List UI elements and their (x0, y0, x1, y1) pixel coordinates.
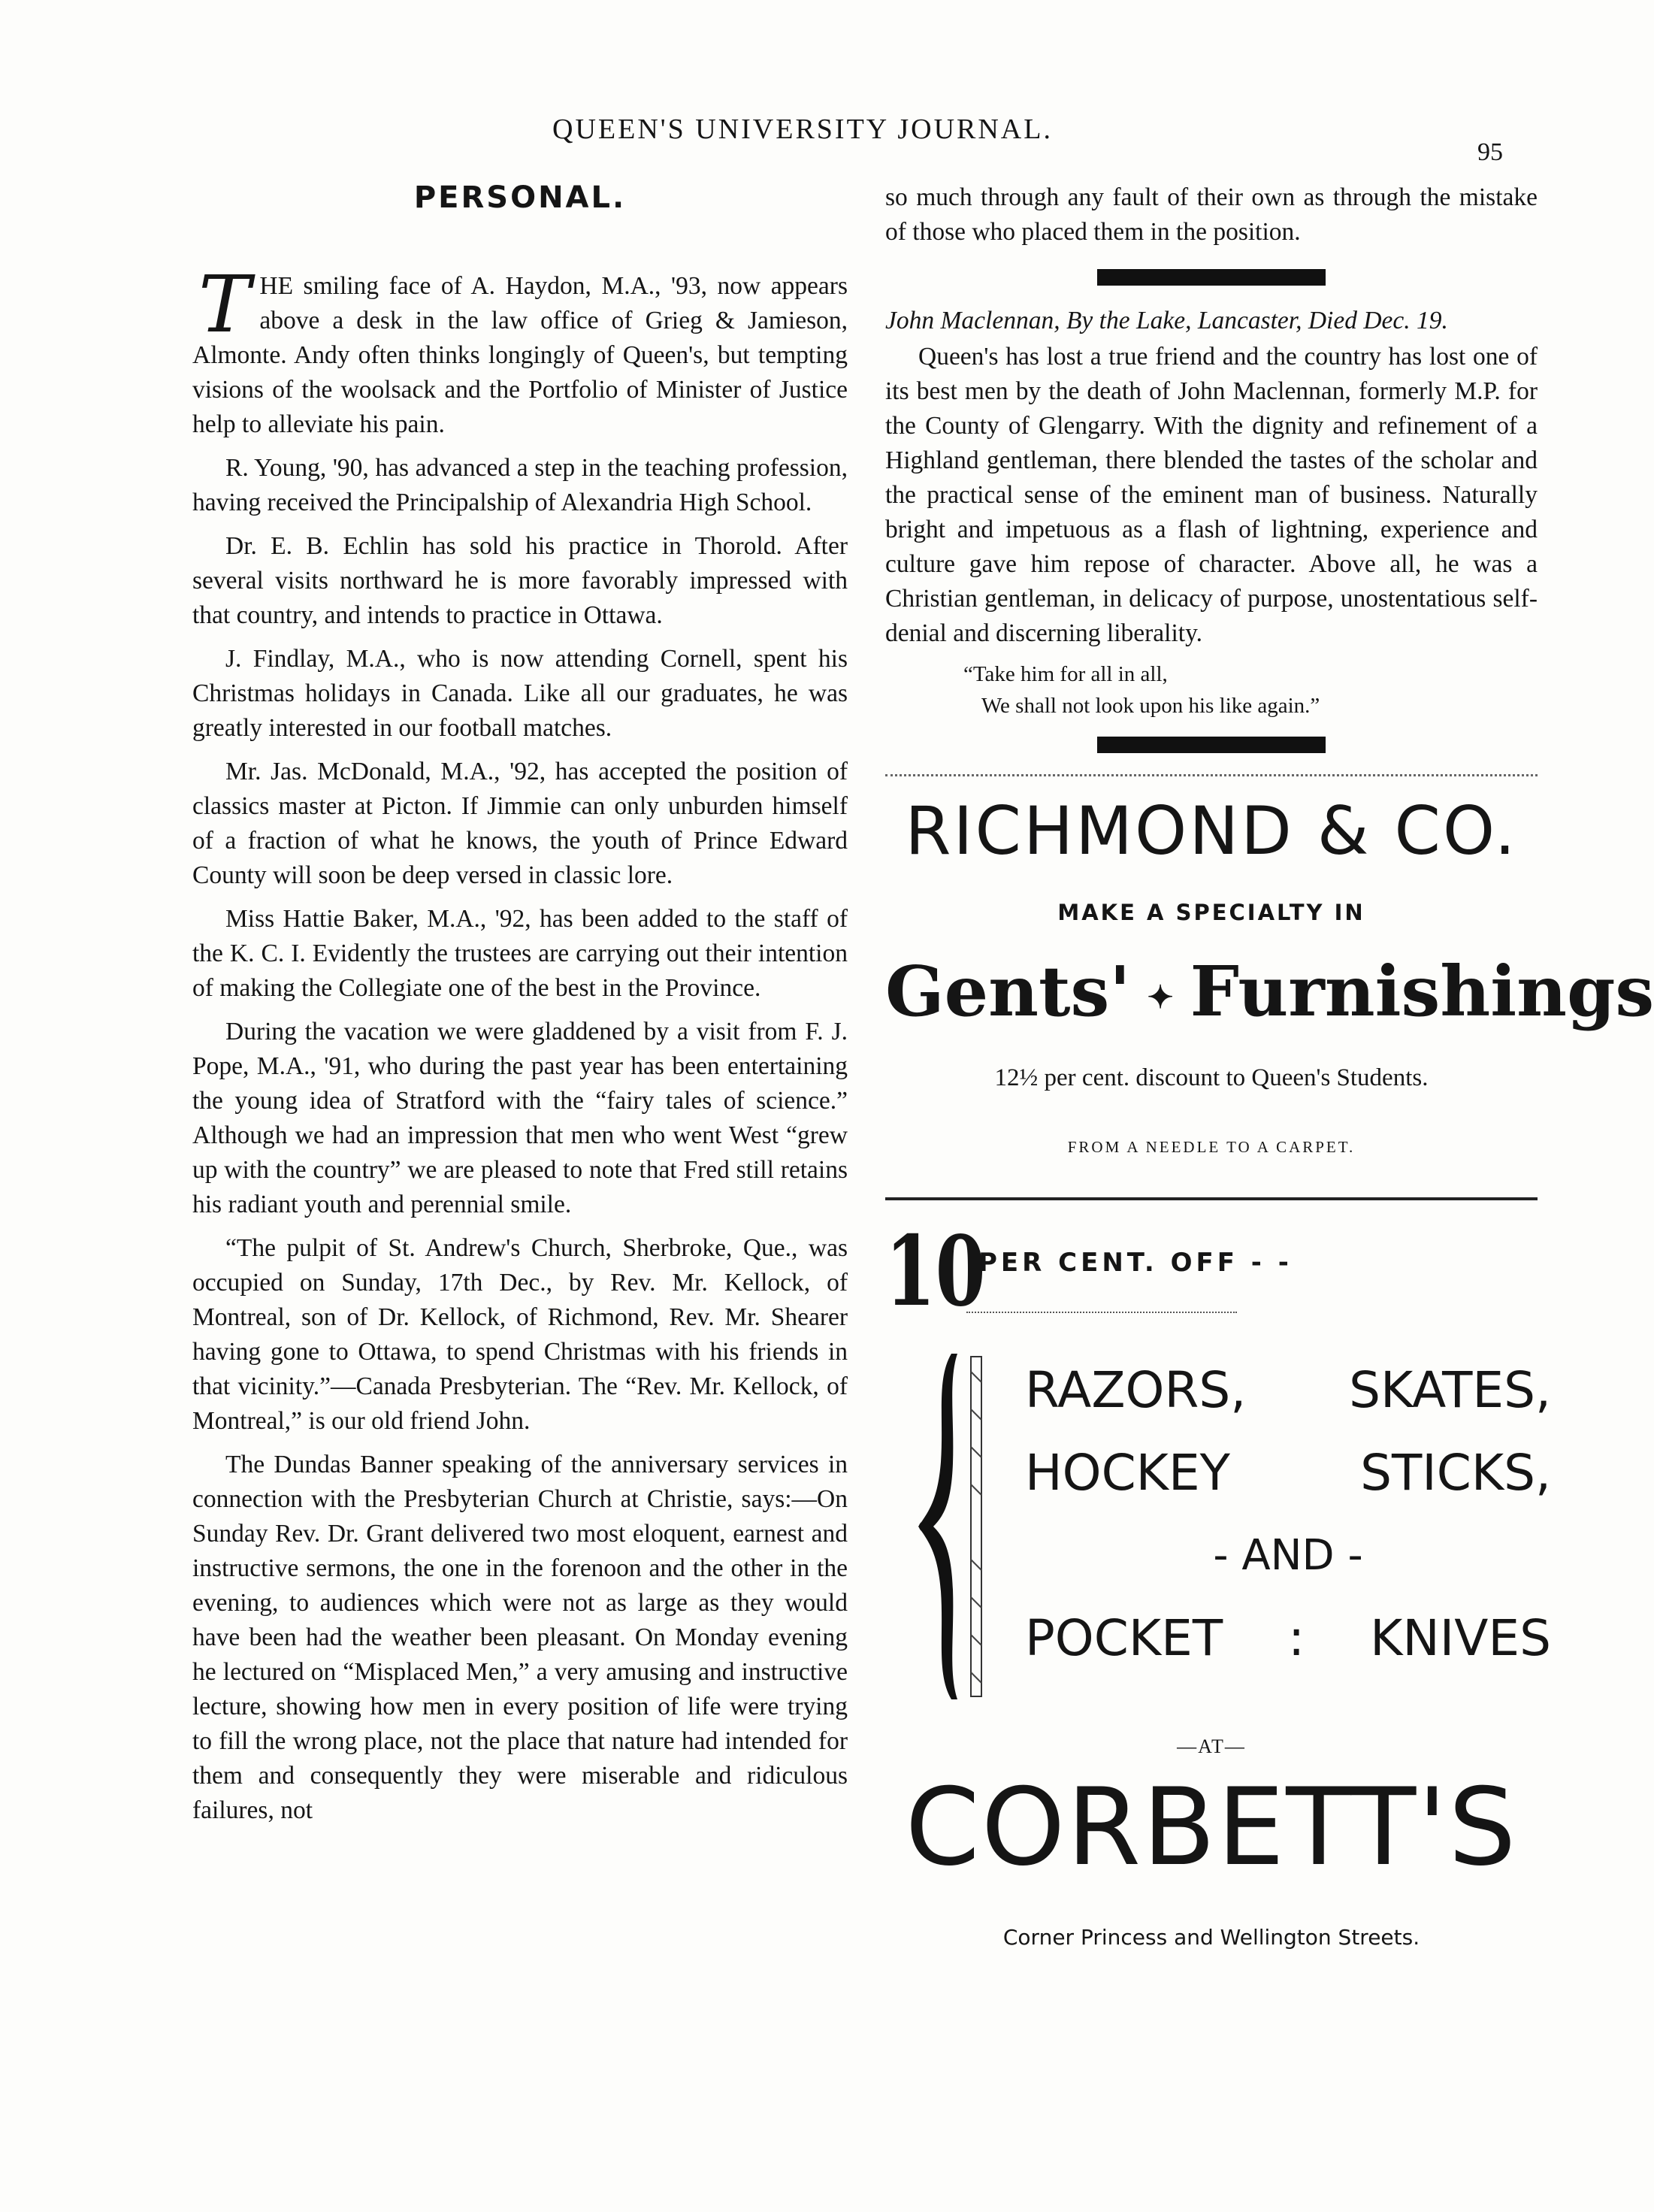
drop-cap: T (198, 259, 251, 350)
personal-paragraph-2: R. Young, '90, has advanced a step in the teaching profession, having received the Principalship of Alexandria High School. (192, 454, 848, 516)
personal-paragraph-1: THE smiling face of A. Haydon, M.A., '93, now appears above a desk in the law office of Grieg & Jamieson, Almonte. Andy often thinks longingly of Queen's, but tempting visions of the woolsack and the Portfolio of Minister of Justice help to alleviate his pain. (192, 259, 848, 438)
brace-svg (914, 1349, 996, 1704)
personal-paragraph-9: The Dundas Banner speaking of the anniversary services in connection with the Presbyterian Church at Christie, says:—On Sunday Rev. Dr. Grant delivered two most eloquent, earnest and instructive sermons, the one in the forenoon and the other in the evening, to audiences which were not as large as they would have been had the weather been pleasant. On Monday evening he lectured on “Misplaced Men,” a very amusing and instructive lecture, showing how men in every position of life were trying to fill the wrong place, not the place that nature had intended for them and consequently they were miserable and ridiculous failures, not (192, 1451, 848, 1824)
personal-paragraph-3: Dr. E. B. Echlin has sold his practice in Thorold. After several visits northward he is more favorably impressed with that country, and intends to practice in Ottawa. (192, 532, 848, 629)
solid-rule (885, 1197, 1538, 1200)
goods-item: POCKET : KNIVES (1025, 1609, 1551, 1668)
personal-paragraph-7: During the vacation we were gladdened by a visit from F. J. Pope, M.A., '91, who during the past year has been entertaining the young idea of Stratford with the “fairy tales of science.” Although we had an impression that men who went West “grew up with the country” we are pleased to note that Fred still retains his radiant youth and perennial smile. (192, 1018, 848, 1218)
personal-paragraph-4: J. Findlay, M.A., who is now attending Cornell, spent his Christmas holidays in Canada. Like all our graduates, he was greatly interested in our football matches. (192, 645, 848, 742)
goods-item: - AND - (1213, 1531, 1363, 1581)
continuation-text: so much through any fault of their own as through the mistake of those who placed them in the position. (885, 183, 1538, 246)
running-title: QUEEN'S UNIVERSITY JOURNAL. (552, 113, 1053, 145)
section-divider-bar-2 (1097, 737, 1326, 753)
section-divider-bar (1097, 269, 1326, 286)
brace-ornament-icon (914, 1349, 996, 1704)
gents-word: Gents' (885, 951, 1131, 1032)
dotted-rule (885, 774, 1538, 776)
dotted-underline (966, 1312, 1237, 1313)
goods-item: RAZORS, SKATES, (1025, 1361, 1551, 1420)
left-column (192, 180, 848, 1837)
richmond-name: RICHMOND & CO. (905, 792, 1518, 870)
obituary-body: Queen's has lost a true friend and the country has lost one of its best men by the death of John Maclennan, formerly M.P. for the County of Glengarry. With the dignity and refinement of a Highland gentleman, there blended the tastes of the scholar and the practical sense of the eminent man of business. Naturally bright and impetuous as a flash of lightning, experience and culture gave him repose of character. Above all, he was a Christian gentleman, in delicacy of purpose, unostentatious self-denial and discerning liberality. (885, 343, 1538, 647)
personal-paragraph-6: Miss Hattie Baker, M.A., '92, has been added to the staff of the K. C. I. Evidently the trustees are carrying out their intention of making the Collegiate one of the best in the Province. (192, 905, 848, 1002)
richmond-tagline: FROM A NEEDLE TO A CARPET. (1067, 1138, 1356, 1157)
star-ornament-icon: ✦ (1147, 979, 1174, 1016)
discount-row (885, 1215, 1538, 1329)
goods-list (1025, 1349, 1551, 1680)
corbett-address: Corner Princess and Wellington Streets. (1002, 1925, 1420, 1950)
richmond-discount: 12½ per cent. discount to Queen's Students. (994, 1064, 1429, 1092)
furnishings-word: Furnishings (1190, 951, 1654, 1032)
richmond-specialty: MAKE A SPECIALTY IN (1057, 900, 1365, 925)
richmond-advertisement (885, 790, 1654, 1164)
right-column (885, 180, 1654, 2050)
percent-off: PER CENT. OFF - - (978, 1248, 1293, 1278)
goods-item: HOCKEY STICKS, (1025, 1444, 1551, 1502)
at-connector: —AT— (1177, 1735, 1246, 1758)
ten-numeral: 10 (885, 1215, 986, 1329)
obituary-heading: John Maclennan, By the Lake, Lancaster, Died Dec. 19. (885, 307, 1448, 334)
obituary-quote-line-1: “Take him for all in all, (963, 662, 1168, 686)
obituary-quote-line-2: We shall not look upon his like again.” (981, 694, 1320, 718)
personal-paragraph-8: “The pulpit of St. Andrew's Church, Sherbroke, Que., was occupied on Sunday, 17th Dec., by Rev. Mr. Kellock, of Montreal, son of Dr. Kellock, of Richmond, Rev. Mr. Shearer having gone to Ottawa, to spend Christmas with his friends in that vicinity.”—Canada Presbyterian. The “Rev. Mr. Kellock, of Montreal,” is our old friend John. (192, 1234, 848, 1435)
corbett-name: CORBETT'S (905, 1766, 1518, 1890)
section-title: PERSONAL. (413, 180, 627, 215)
personal-paragraph-5: Mr. Jas. McDonald, M.A., '92, has accepted the position of classics master at Picton. If Jimmie can only unburden himself of a fraction of what he knows, the youth of Prince Edward County will soon be deep versed in classic lore. (192, 758, 848, 889)
richmond-gents-furnishings (885, 946, 1654, 1042)
page-number: 95 (1477, 138, 1503, 166)
corbett-advertisement (885, 1215, 1551, 2050)
